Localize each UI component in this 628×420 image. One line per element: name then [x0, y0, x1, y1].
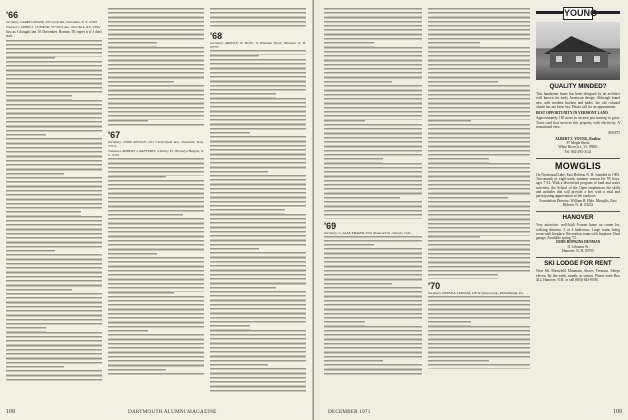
mowglis-body: On Newfound Lake, East Hebron, N. H. founded in 1903. Two-month or eight-week summer season for 95 boys, ages 7-14. With a diversified program of land and water activities, the School of the Open emphasizes the skills and attitudes that will provide a boy with a vital and participating appreciation of the outdoors. [536, 172, 620, 199]
ski-lodge-body: Near Mt. Mansfield Mountain, Stowe. Vermont. Sleeps eleven. By the week, month, or season. Please write Box 412, Hanover, N.H. or call (603) 643-0000. [536, 269, 620, 282]
column-paragraph: Just as I thought last 10 December, Ronnie, I'll regret it if I don't start... [6, 30, 102, 39]
house-window [576, 56, 582, 62]
text-line [324, 214, 422, 218]
ski-lodge-headline: SKI LODGE FOR RENT [544, 260, 612, 268]
text-line [6, 379, 102, 383]
class-officer-line: Secretary, JOHN NELSON, 1111 Chesterfield Ave., Nashville, Tenn. 37212 [108, 140, 204, 149]
right-page-number: 109 [613, 409, 622, 415]
left-page-number: 108 [6, 409, 15, 415]
class-officer-line: Treasurer, ROBERT J. RAFFERTY, 4 Sidney Pl., Brooklyn Heights, N. Y. 11201 [108, 149, 204, 158]
text-line [210, 390, 306, 394]
class-year-heading: '70 [428, 280, 441, 291]
class-officer-line: Secretary, LARRY GEIGER, 230 Garth Rd., Scarsdale, N. Y. 10583 [6, 20, 98, 24]
class-officer-line: Treasurer, JAMES L. CONNOR, 737 Park Ave., New York, N.Y. 10021 [6, 25, 101, 29]
realtor-phone: Tel. 802-295-3122 [564, 149, 592, 154]
class-year-heading: '66 [6, 10, 19, 20]
ad-column [536, 6, 620, 282]
realtor-address: 97 Maple Street [566, 140, 590, 145]
left-footer-title: DARTMOUTH ALUMNI MAGAZINE [128, 409, 217, 415]
quality-minded-text-2: Approximately 185 acres in an area just starting to grow. Town road that services this property with electricity. A sensational view. [536, 116, 620, 130]
hanover-agent [536, 240, 620, 253]
text-line [428, 274, 498, 278]
hanover-body: Very attractive, well-built 9-room home on corner lot, walking distance. 3 or 4 bedrooms. Large warm living room with fireplace. Recreation room with fireplace. Dual garage. Available spring '72. [536, 223, 620, 241]
right-page-column-1 [324, 8, 422, 377]
text-line [108, 373, 204, 377]
class-year-heading: '67 [108, 130, 121, 141]
realtor-block [536, 137, 620, 154]
left-page-column-2 [108, 8, 204, 377]
house-photo [536, 22, 620, 80]
text-line [210, 25, 306, 29]
realtor-city: White River Jct., Vt. 05001 [558, 145, 598, 150]
class-year-heading: '68 [210, 31, 223, 42]
right-page [314, 0, 628, 420]
house-window [556, 56, 562, 62]
young-logo-text: YOUNG [564, 8, 598, 18]
class-officer-line: Secretary, ARNOLD W. ROSS, 11 Pleasant Street, Hanover, N. H. 03755 [210, 41, 306, 50]
class-officer-line: Secretary, PETER A. LINDSAY, 118 W. Queen Lane, Philadelphia, Pa. [428, 290, 524, 295]
quality-minded-tagline: BEST OPPORTUNITY IN VERMONT LAND [536, 110, 608, 115]
hanover-agent-name: JOHN HOPKINS DENMAN [555, 240, 601, 245]
realtor-name: ALBERT J. YOUNG, Realtor [555, 136, 601, 141]
quality-minded-headline: QUALITY MINDED? [549, 83, 607, 90]
quality-minded-text: This handsome home has been designed by an architect well known for early American design. Although brand new with modern kitchen and baths, the old colonial charm has not been lost. Please call for an appointment. [536, 92, 620, 109]
text-line [108, 124, 204, 128]
ad-divider [536, 257, 620, 258]
text-line [324, 373, 422, 377]
house-window [594, 56, 600, 62]
right-page-column-2 [428, 8, 530, 369]
left-page-column-3 [210, 8, 306, 394]
ad-divider [536, 158, 620, 159]
class-officer-line: Secretary, G. ALAN FRASER, 2391 Tamarack St., Denver, Colo. [324, 230, 412, 235]
ad-divider [536, 211, 620, 212]
hanover-agent-city: Hanover, N. H. 03755 [562, 249, 594, 254]
hanover-agent-address: 11 Lebanon St. [567, 244, 589, 249]
mowglis-headline: MOWGLIS [554, 160, 602, 171]
right-footer-date: DECEMBER 1971 [328, 409, 371, 415]
young-logo [536, 6, 620, 20]
quality-minded-price: $50,875 [608, 130, 620, 135]
quality-minded-body [536, 92, 620, 135]
mowglis-contact: Foundation Director: William B. Hale, Mowglis, East Hebron, N. H. 03232 [539, 198, 617, 207]
text-line [428, 364, 530, 368]
hanover-headline: HANOVER [562, 214, 594, 222]
left-page-column-1 [6, 8, 102, 383]
class-year-heading: '69 [324, 220, 337, 231]
